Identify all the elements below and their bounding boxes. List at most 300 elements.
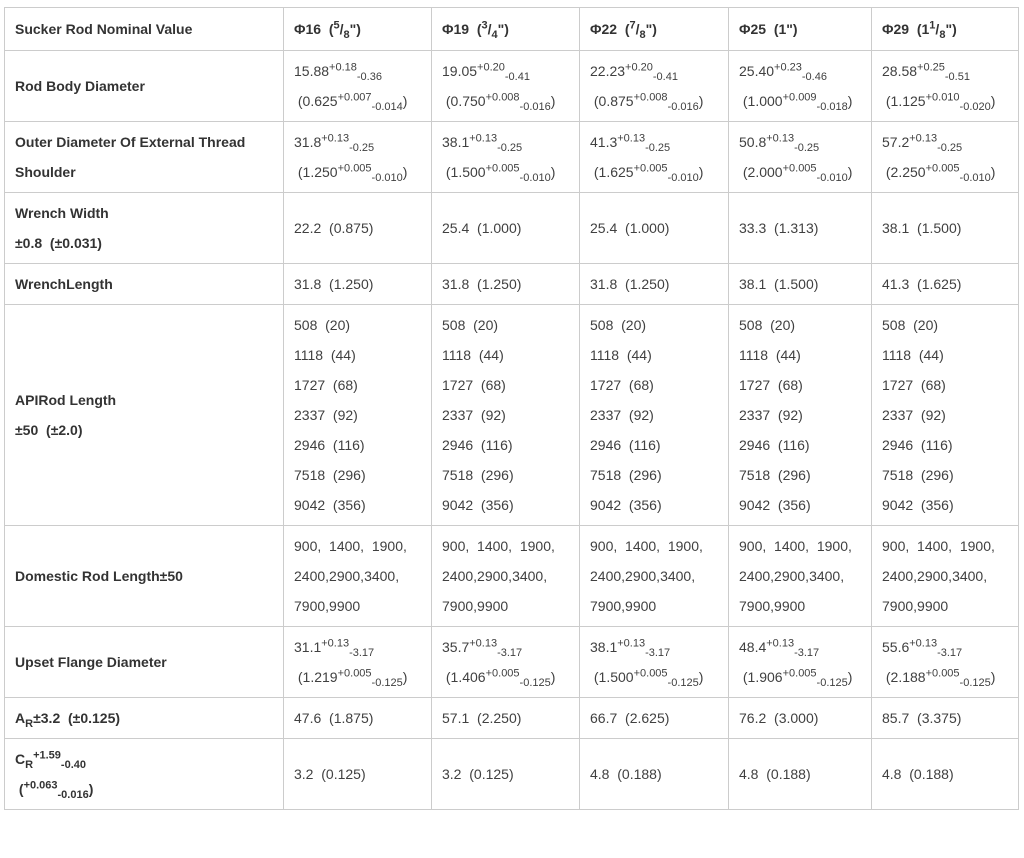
subscript-tolerance: R xyxy=(25,758,34,771)
text-segment: ) xyxy=(402,164,408,180)
value-line xyxy=(442,490,569,520)
text-segment: 2946 (116) xyxy=(294,437,365,453)
subscript-tolerance: -0.41 xyxy=(504,70,530,83)
text-segment: 508 (20) xyxy=(294,317,351,333)
text-segment: (1.250 xyxy=(294,164,338,180)
superscript-tolerance: +0.25 xyxy=(917,61,945,74)
value-line xyxy=(442,127,569,157)
label-line xyxy=(15,269,273,299)
value-cell-upset-flange-diameter-col2 xyxy=(432,627,580,698)
text-segment: (2.000 xyxy=(739,164,783,180)
text-segment: ) xyxy=(550,669,556,685)
text-segment: 38.1 xyxy=(442,134,470,150)
value-cell-upset-flange-diameter-col3 xyxy=(580,627,729,698)
label-line xyxy=(15,385,273,415)
value-line xyxy=(882,460,1008,490)
table-row-domestic-rod-length xyxy=(5,526,1019,627)
subscript-tolerance: -0.46 xyxy=(801,70,827,83)
value-line xyxy=(739,127,861,157)
value-line xyxy=(294,400,421,430)
value-line xyxy=(294,157,421,187)
value-line xyxy=(294,213,421,243)
label-line xyxy=(15,157,273,187)
text-segment: 2946 (116) xyxy=(882,437,953,453)
text-segment: 57.1 (2.250) xyxy=(442,710,522,726)
text-segment: 1118 (44) xyxy=(442,347,504,363)
subscript-tolerance: -3.17 xyxy=(937,646,963,659)
superscript-tolerance: +0.007 xyxy=(337,91,372,104)
value-cell-rod-body-diameter-col2 xyxy=(432,51,580,122)
value-line xyxy=(739,531,861,561)
table-row-outer-diameter-external-thread-shoulder xyxy=(5,122,1019,193)
text-segment: 19.05 xyxy=(442,63,478,79)
text-segment: APIRod Length xyxy=(15,392,117,408)
superscript-tolerance: +0.005 xyxy=(337,667,372,680)
superscript-tolerance: 5 xyxy=(333,19,340,32)
value-line xyxy=(442,662,569,692)
superscript-tolerance: 3 xyxy=(481,19,488,32)
value-cell-upset-flange-diameter-col4 xyxy=(729,627,872,698)
value-line xyxy=(442,460,569,490)
value-line xyxy=(294,86,421,116)
value-line xyxy=(739,269,861,299)
superscript-tolerance: 1 xyxy=(929,19,936,32)
superscript-tolerance: +0.13 xyxy=(617,637,646,650)
value-line xyxy=(442,269,569,299)
value-line xyxy=(739,591,861,621)
text-segment: 15.88 xyxy=(294,63,330,79)
value-cell-domestic-rod-length-col5 xyxy=(872,526,1019,627)
superscript-tolerance: +0.005 xyxy=(925,667,960,680)
value-line xyxy=(590,157,718,187)
text-segment: (0.625 xyxy=(294,93,338,109)
value-line xyxy=(294,490,421,520)
value-line xyxy=(739,703,861,733)
label-line xyxy=(15,774,273,804)
value-line xyxy=(590,561,718,591)
value-line xyxy=(294,561,421,591)
text-segment: ) xyxy=(698,669,704,685)
value-cell-cr-dimension-col1 xyxy=(284,739,432,810)
label-line xyxy=(15,744,273,774)
value-cell-api-rod-length-col4 xyxy=(729,305,872,526)
superscript-tolerance: +0.005 xyxy=(925,162,960,175)
text-segment: 1727 (68) xyxy=(882,377,946,393)
table-row-wrench-length xyxy=(5,264,1019,305)
value-line xyxy=(739,460,861,490)
row-label-cr-dimension xyxy=(5,739,284,810)
value-line xyxy=(442,56,569,86)
text-segment: 2337 (92) xyxy=(294,407,358,423)
text-segment: 508 (20) xyxy=(739,317,796,333)
value-line xyxy=(739,86,861,116)
text-segment: / xyxy=(487,21,492,37)
subscript-tolerance: -0.51 xyxy=(944,70,970,83)
value-line xyxy=(882,340,1008,370)
subscript-tolerance: -0.125 xyxy=(371,676,403,689)
value-line xyxy=(590,703,718,733)
value-cell-ar-dimension-col5 xyxy=(872,698,1019,739)
superscript-tolerance: +0.13 xyxy=(469,637,498,650)
value-line xyxy=(739,56,861,86)
value-line xyxy=(882,591,1008,621)
text-segment: 85.7 (3.375) xyxy=(882,710,962,726)
text-segment: 3.2 (0.125) xyxy=(442,766,514,782)
text-segment: 2400,2900,3400, xyxy=(442,568,548,584)
header-text xyxy=(590,16,718,42)
column-header-size-3 xyxy=(580,8,729,51)
text-segment: 76.2 (3.000) xyxy=(739,710,819,726)
value-line xyxy=(882,127,1008,157)
value-line xyxy=(590,662,718,692)
text-segment: ) xyxy=(550,93,556,109)
value-cell-cr-dimension-col4 xyxy=(729,739,872,810)
text-segment: 2946 (116) xyxy=(590,437,661,453)
text-segment: 2400,2900,3400, xyxy=(590,568,696,584)
value-line xyxy=(294,759,421,789)
value-line xyxy=(739,490,861,520)
value-line xyxy=(882,759,1008,789)
value-line xyxy=(882,400,1008,430)
subscript-tolerance: 8 xyxy=(939,28,946,41)
column-header-size-1 xyxy=(284,8,432,51)
value-line xyxy=(442,310,569,340)
value-line xyxy=(590,370,718,400)
value-line xyxy=(294,310,421,340)
value-line xyxy=(590,490,718,520)
value-line xyxy=(590,86,718,116)
text-segment: 3.2 (0.125) xyxy=(294,766,366,782)
header-text xyxy=(739,16,861,42)
text-segment: / xyxy=(935,21,940,37)
row-label-api-rod-length xyxy=(5,305,284,526)
text-segment: 4.8 (0.188) xyxy=(590,766,662,782)
text-segment: ) xyxy=(990,164,996,180)
subscript-tolerance: -0.25 xyxy=(794,141,820,154)
value-cell-wrench-width-col4 xyxy=(729,193,872,264)
value-line xyxy=(739,213,861,243)
header-text xyxy=(882,16,1008,42)
text-segment: 31.8 xyxy=(294,134,322,150)
column-header-nominal-value xyxy=(5,8,284,51)
label-line xyxy=(15,703,273,733)
superscript-tolerance: +0.13 xyxy=(909,132,938,145)
text-segment: ) xyxy=(698,164,704,180)
value-line xyxy=(294,56,421,86)
value-line xyxy=(442,632,569,662)
text-segment: (1.219 xyxy=(294,669,338,685)
text-segment: Shoulder xyxy=(15,164,76,180)
text-segment: (1.406 xyxy=(442,669,486,685)
text-segment: ) xyxy=(550,164,556,180)
text-segment: ") xyxy=(645,21,657,37)
subscript-tolerance: -0.010 xyxy=(816,171,848,184)
value-line xyxy=(882,269,1008,299)
value-cell-domestic-rod-length-col1 xyxy=(284,526,432,627)
value-cell-wrench-length-col2 xyxy=(432,264,580,305)
subscript-tolerance: -0.014 xyxy=(371,100,403,113)
text-segment: 2946 (116) xyxy=(442,437,513,453)
value-cell-rod-body-diameter-col4 xyxy=(729,51,872,122)
subscript-tolerance: 8 xyxy=(639,28,646,41)
text-segment: ") xyxy=(349,21,361,37)
value-line xyxy=(294,662,421,692)
text-segment: ") xyxy=(497,21,509,37)
superscript-tolerance: +0.13 xyxy=(469,132,498,145)
value-line xyxy=(294,340,421,370)
text-segment: 41.3 xyxy=(590,134,618,150)
value-cell-ar-dimension-col3 xyxy=(580,698,729,739)
value-cell-rod-body-diameter-col5 xyxy=(872,51,1019,122)
value-line xyxy=(739,310,861,340)
text-segment: 33.3 (1.313) xyxy=(739,220,819,236)
text-segment: ) xyxy=(847,93,853,109)
value-line xyxy=(590,400,718,430)
superscript-tolerance: +0.20 xyxy=(625,61,653,74)
value-line xyxy=(882,531,1008,561)
value-line xyxy=(294,127,421,157)
text-segment: 38.1 xyxy=(590,639,618,655)
value-line xyxy=(442,400,569,430)
value-cell-wrench-width-col1 xyxy=(284,193,432,264)
value-line xyxy=(739,157,861,187)
text-segment: 2946 (116) xyxy=(739,437,810,453)
value-line xyxy=(590,460,718,490)
text-segment: 7518 (296) xyxy=(590,467,662,483)
header-row xyxy=(5,8,1019,51)
subscript-tolerance: -3.17 xyxy=(794,646,820,659)
text-segment: (1.125 xyxy=(882,93,926,109)
text-segment: ) xyxy=(402,669,408,685)
header-text xyxy=(15,16,273,42)
text-segment: 7900,9900 xyxy=(590,598,657,614)
value-line xyxy=(882,157,1008,187)
text-segment: WrenchLength xyxy=(15,276,113,292)
text-segment: 9042 (356) xyxy=(590,497,662,513)
subscript-tolerance: -3.17 xyxy=(497,646,523,659)
value-line xyxy=(739,370,861,400)
value-line xyxy=(442,157,569,187)
value-cell-api-rod-length-col3 xyxy=(580,305,729,526)
subscript-tolerance: -0.40 xyxy=(60,758,86,771)
value-line xyxy=(590,340,718,370)
text-segment: 31.8 (1.250) xyxy=(442,276,522,292)
value-line xyxy=(739,561,861,591)
label-line xyxy=(15,127,273,157)
text-segment: Sucker Rod Nominal Value xyxy=(15,21,193,37)
value-cell-upset-flange-diameter-col5 xyxy=(872,627,1019,698)
text-segment: (0.750 xyxy=(442,93,486,109)
subscript-tolerance: -3.17 xyxy=(645,646,671,659)
subscript-tolerance: -0.25 xyxy=(645,141,671,154)
row-label-upset-flange-diameter xyxy=(5,627,284,698)
value-cell-api-rod-length-col1 xyxy=(284,305,432,526)
text-segment: 508 (20) xyxy=(882,317,939,333)
value-line xyxy=(442,340,569,370)
text-segment: 38.1 (1.500) xyxy=(739,276,819,292)
label-line xyxy=(15,647,273,677)
value-line xyxy=(442,591,569,621)
value-line xyxy=(294,269,421,299)
value-line xyxy=(294,591,421,621)
superscript-tolerance: +0.008 xyxy=(485,91,520,104)
value-line xyxy=(590,591,718,621)
text-segment: 7900,9900 xyxy=(882,598,949,614)
text-segment: (1.906 xyxy=(739,669,783,685)
value-cell-domestic-rod-length-col4 xyxy=(729,526,872,627)
value-cell-wrench-width-col5 xyxy=(872,193,1019,264)
value-line xyxy=(442,759,569,789)
value-cell-ar-dimension-col2 xyxy=(432,698,580,739)
label-line xyxy=(15,228,273,258)
value-line xyxy=(882,703,1008,733)
value-cell-domestic-rod-length-col2 xyxy=(432,526,580,627)
text-segment: ) xyxy=(847,164,853,180)
value-line xyxy=(590,430,718,460)
value-line xyxy=(442,703,569,733)
value-line xyxy=(294,460,421,490)
text-segment: (1.625 xyxy=(590,164,634,180)
text-segment: Domestic Rod Length±50 xyxy=(15,568,183,584)
superscript-tolerance: +0.005 xyxy=(782,667,817,680)
text-segment: 48.4 xyxy=(739,639,767,655)
value-line xyxy=(590,56,718,86)
subscript-tolerance: -0.010 xyxy=(519,171,551,184)
subscript-tolerance: -0.125 xyxy=(667,676,699,689)
text-segment: ) xyxy=(990,669,996,685)
text-segment: Wrench Width xyxy=(15,205,109,221)
label-line xyxy=(15,198,273,228)
value-cell-ar-dimension-col1 xyxy=(284,698,432,739)
column-header-size-4 xyxy=(729,8,872,51)
subscript-tolerance: -0.016 xyxy=(519,100,551,113)
text-segment: 2337 (92) xyxy=(882,407,946,423)
value-line xyxy=(739,400,861,430)
value-cell-outer-diameter-external-thread-shoulder-col1 xyxy=(284,122,432,193)
subscript-tolerance: -0.016 xyxy=(57,788,89,801)
text-segment: Φ25 (1") xyxy=(739,21,798,37)
text-segment: ±0.8 (±0.031) xyxy=(15,235,102,251)
text-segment: ") xyxy=(945,21,957,37)
subscript-tolerance: -0.25 xyxy=(937,141,963,154)
subscript-tolerance: -0.25 xyxy=(497,141,523,154)
column-header-size-2 xyxy=(432,8,580,51)
value-cell-domestic-rod-length-col3 xyxy=(580,526,729,627)
value-line xyxy=(882,662,1008,692)
text-segment: Upset Flange Diameter xyxy=(15,654,167,670)
text-segment: 2337 (92) xyxy=(442,407,506,423)
text-segment: ) xyxy=(88,781,94,797)
text-segment: Φ29 (1 xyxy=(882,21,930,37)
subscript-tolerance: 8 xyxy=(343,28,350,41)
text-segment: 7518 (296) xyxy=(442,467,514,483)
value-cell-rod-body-diameter-col3 xyxy=(580,51,729,122)
subscript-tolerance: R xyxy=(25,717,34,730)
text-segment: 31.8 (1.250) xyxy=(590,276,670,292)
table-row-upset-flange-diameter xyxy=(5,627,1019,698)
value-line xyxy=(294,703,421,733)
value-line xyxy=(739,632,861,662)
superscript-tolerance: +0.063 xyxy=(23,779,58,792)
text-segment: 1727 (68) xyxy=(442,377,506,393)
sucker-rod-spec-table xyxy=(4,7,1019,810)
superscript-tolerance: +0.010 xyxy=(925,91,960,104)
text-segment: ±50 (±2.0) xyxy=(15,422,83,438)
text-segment: 25.40 xyxy=(739,63,775,79)
value-line xyxy=(739,430,861,460)
text-segment: 1118 (44) xyxy=(739,347,801,363)
text-segment: 25.4 (1.000) xyxy=(590,220,670,236)
value-line xyxy=(739,340,861,370)
value-line xyxy=(590,310,718,340)
text-segment: 9042 (356) xyxy=(739,497,811,513)
value-line xyxy=(590,759,718,789)
value-line xyxy=(882,310,1008,340)
text-segment: ) xyxy=(847,669,853,685)
text-segment: 508 (20) xyxy=(590,317,647,333)
superscript-tolerance: +0.13 xyxy=(909,637,938,650)
text-segment: 2337 (92) xyxy=(739,407,803,423)
label-line xyxy=(15,71,273,101)
value-line xyxy=(882,86,1008,116)
text-segment: 35.7 xyxy=(442,639,470,655)
text-segment: ( xyxy=(15,781,24,797)
text-segment: 22.2 (0.875) xyxy=(294,220,374,236)
text-segment: 9042 (356) xyxy=(442,497,514,513)
text-segment: 2400,2900,3400, xyxy=(294,568,400,584)
text-segment: 7900,9900 xyxy=(294,598,361,614)
text-segment: 41.3 (1.625) xyxy=(882,276,962,292)
value-line xyxy=(739,759,861,789)
superscript-tolerance: +0.13 xyxy=(321,132,350,145)
text-segment: (1.500 xyxy=(442,164,486,180)
subscript-tolerance: -0.125 xyxy=(959,676,991,689)
value-cell-cr-dimension-col5 xyxy=(872,739,1019,810)
text-segment: 7900,9900 xyxy=(442,598,509,614)
row-label-wrench-length xyxy=(5,264,284,305)
text-segment: (2.188 xyxy=(882,669,926,685)
value-cell-wrench-length-col4 xyxy=(729,264,872,305)
text-segment: 1727 (68) xyxy=(294,377,358,393)
text-segment: 7900,9900 xyxy=(739,598,806,614)
table-row-api-rod-length xyxy=(5,305,1019,526)
value-cell-upset-flange-diameter-col1 xyxy=(284,627,432,698)
superscript-tolerance: +0.13 xyxy=(766,637,795,650)
value-cell-cr-dimension-col2 xyxy=(432,739,580,810)
value-cell-cr-dimension-col3 xyxy=(580,739,729,810)
row-label-domestic-rod-length xyxy=(5,526,284,627)
superscript-tolerance: +0.005 xyxy=(633,667,668,680)
text-segment: 1727 (68) xyxy=(590,377,654,393)
text-segment: (2.250 xyxy=(882,164,926,180)
superscript-tolerance: +0.005 xyxy=(782,162,817,175)
table-row-ar-dimension xyxy=(5,698,1019,739)
value-line xyxy=(442,531,569,561)
subscript-tolerance: 4 xyxy=(491,28,498,41)
subscript-tolerance: -0.018 xyxy=(816,100,848,113)
subscript-tolerance: -0.36 xyxy=(356,70,382,83)
value-line xyxy=(442,561,569,591)
superscript-tolerance: +0.23 xyxy=(774,61,802,74)
text-segment: ) xyxy=(402,93,408,109)
superscript-tolerance: +0.18 xyxy=(329,61,357,74)
text-segment: 4.8 (0.188) xyxy=(739,766,811,782)
text-segment: 900, 1400, 1900, xyxy=(882,538,995,554)
subscript-tolerance: -0.125 xyxy=(519,676,551,689)
label-line xyxy=(15,561,273,591)
text-segment: / xyxy=(635,21,640,37)
superscript-tolerance: +0.005 xyxy=(485,667,520,680)
